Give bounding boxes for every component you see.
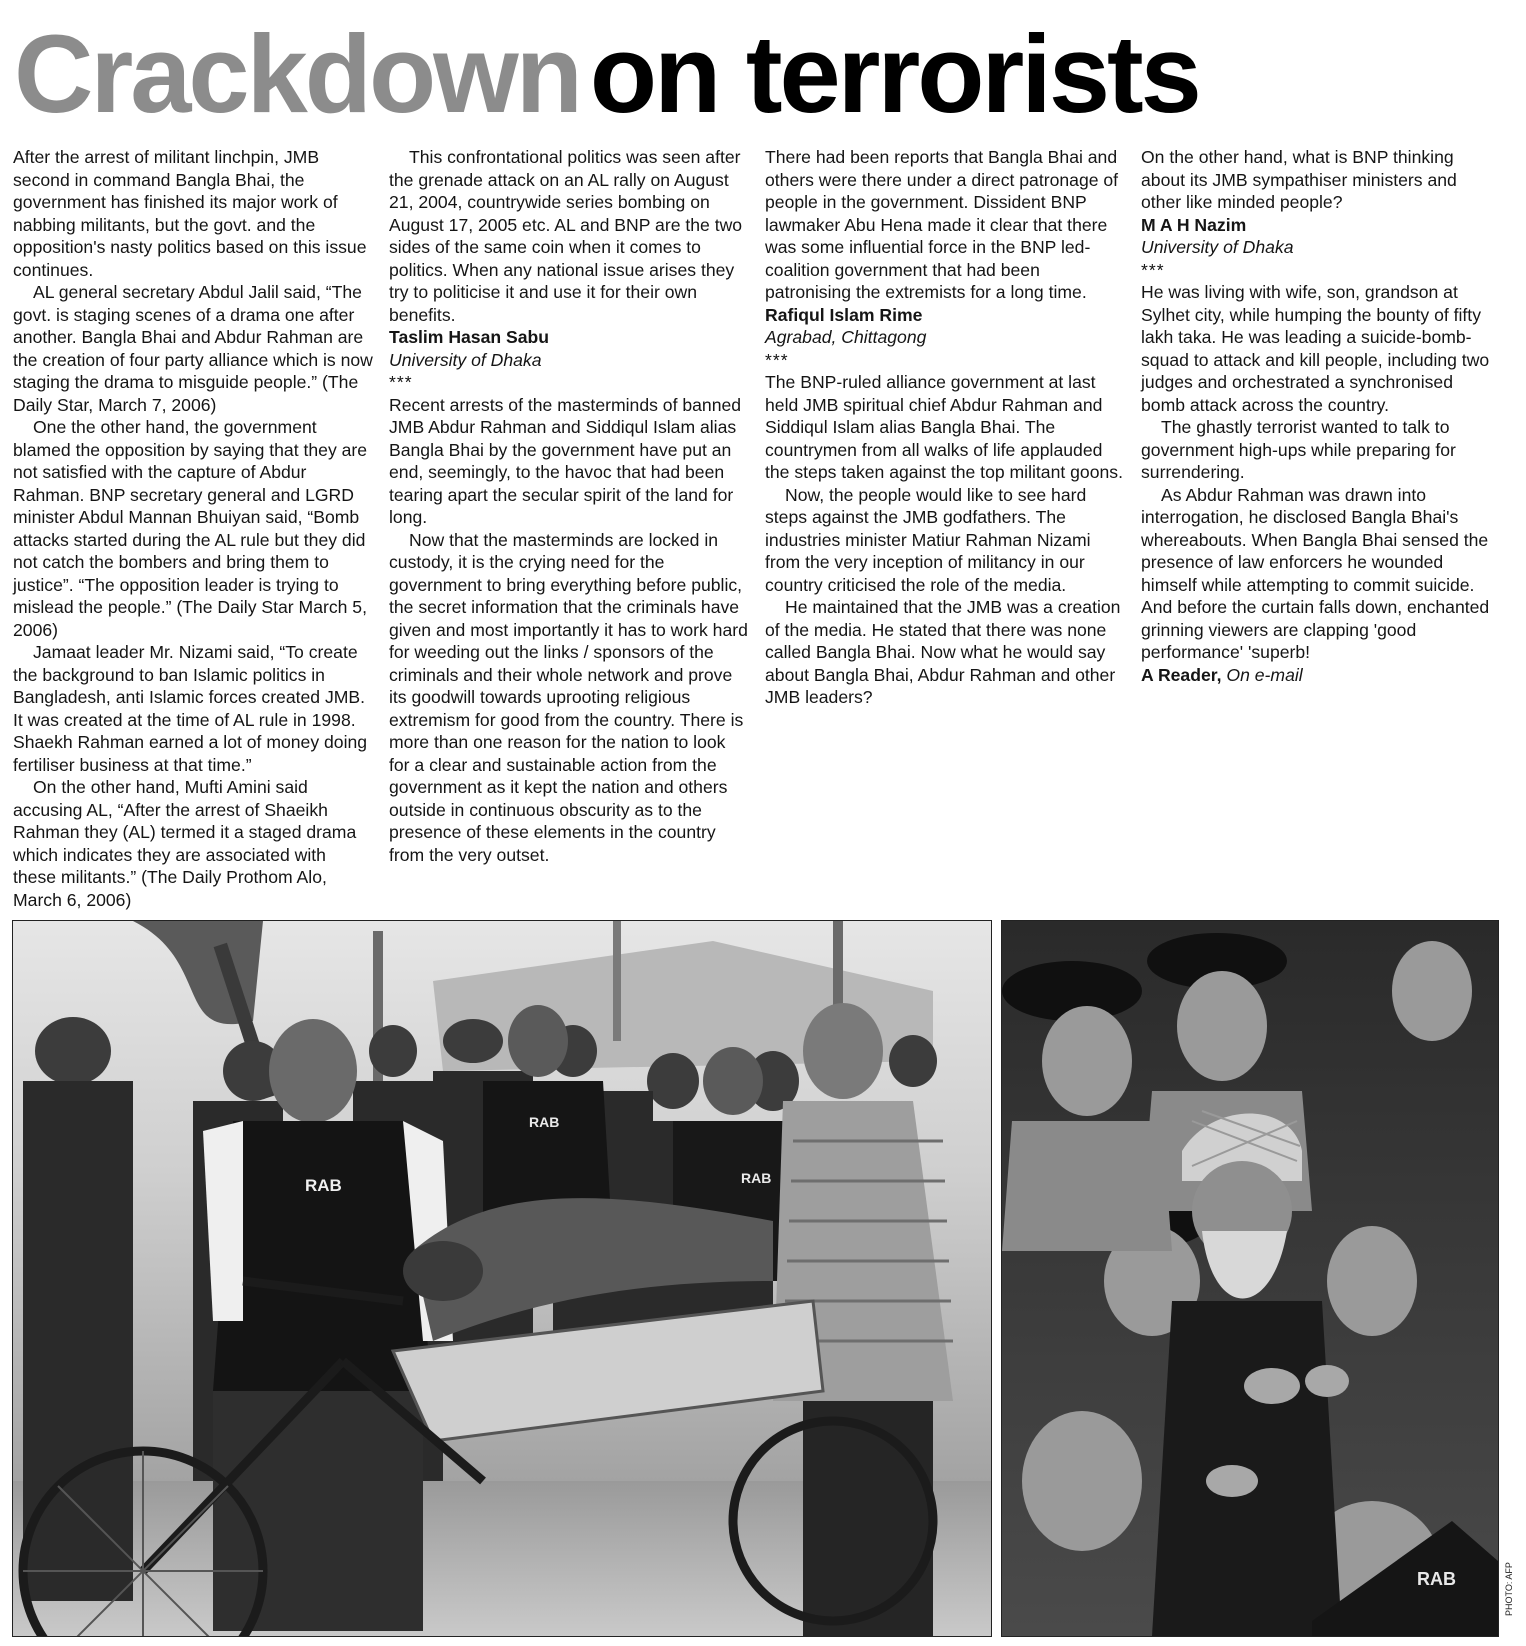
letter-1-affiliation: University of Dhaka — [389, 349, 542, 370]
letter-1-signature: Taslim Hasan Sabu — [389, 327, 550, 347]
letter-4-signature: A Reader, — [1141, 664, 1222, 685]
paragraph: One the other hand, the government blamed the opposition by saying that they are not satisfied with the capture of Abdur Rahman. BNP secretary general and LGRD minister Abdul Mannan Bhuiyan said, “Bomb attacks started during the AL rule but they did not catch the bombers and bring them to justice”. “The opposition leader is trying to mislead the people.” (The Daily Star March 5, 2006) — [13, 417, 368, 640]
paragraph: This confrontational politics was seen after the grenade attack on an AL rally on August 21, 2004, countrywide series bombing on August 17, 2005 etc. AL and BNP are the two sides of the same coin when it comes to politics. When any national issue arises they try to politicise it and use it for their own benefits. — [389, 147, 743, 325]
paragraph: And before the curtain falls down, enchanted grinning viewers are clapping 'good performance' 'superb! — [1141, 597, 1490, 662]
paragraph: Jamaat leader Mr. Nizami said, “To create the background to ban Islamic politics in Bangladesh, anti Islamic forces created JMB. It was created at the time of AL rule in 1998. Shaekh Rahman earned a lot of money doing fertiliser business at that time.” — [13, 642, 368, 775]
photo-credit: PHOTO: AFP — [1504, 1562, 1514, 1616]
paragraph: He maintained that the JMB was a creation of the media. He stated that there was none called Bangla Bhai. Now what he would say about Bangla Bhai, Abdur Rahman and other JMB leaders? — [765, 597, 1121, 707]
paragraph: The BNP-ruled alliance government at last held JMB spiritual chief Abdur Rahman and Siddiqul Islam alias Bangla Bhai. The countrymen from all walks of life applauded the steps taken against the top militant goons. — [765, 372, 1123, 482]
column-1 — [13, 146, 373, 911]
photo-arrest-scene — [1001, 920, 1499, 1637]
headline-part-1: Crackdown — [14, 13, 580, 136]
paragraph: Now, the people would like to see hard steps against the JMB godfathers. The industries minister Matiur Rahman Nizami from the very inception of militancy in our country criticised the role of the media. — [765, 484, 1091, 595]
paragraph: As Abdur Rahman was drawn into interrogation, he disclosed Bangla Bhai's whereabouts. When Bangla Bhai sensed the presence of law enforcers he wounded himself while attempting to commit suicide. — [1141, 484, 1489, 595]
column-4 — [1141, 146, 1501, 686]
paragraph: After the arrest of militant linchpin, JMB second in command Bangla Bhai, the government has finished its major work of nabbing militants, but the govt. and the opposition's nasty politics based on this issue continues. — [13, 147, 367, 280]
column-2 — [389, 146, 749, 866]
photo-arrest-illustration — [1002, 921, 1498, 1636]
paragraph: AL general secretary Abdul Jalil said, “The govt. is staging scenes of a drama one after another. Bangla Bhai and Abdur Rahman are the creation of four party alliance which is now staging the drama to misguide people.” (The Daily Star, March 7, 2006) — [13, 282, 373, 415]
letter-2-affiliation: Agrabad, Chittagong — [765, 327, 927, 347]
separator: *** — [389, 372, 413, 392]
paragraph: Now that the masterminds are locked in custody, it is the crying need for the government to bring everything before public, the secret information that the criminals have given and most importantly it has to work hard for weeding out the links / sponsors of the criminals and their whole network and prove its goodwill towards uprooting religious extremism for good from the country. There is more than one reason for the nation to look for a clear and sustainable action from the government as it kept the nation and others outside in continuous obscurity as to the presence of these elements in the country from the very outset. — [389, 529, 748, 865]
paragraph: Recent arrests of the masterminds of banned JMB Abdur Rahman and Siddiqul Islam alias Bangla Bhai by the government have put an end, seemingly, to the havoc that had been tearing apart the secular spirit of the land for long. — [389, 394, 742, 527]
paragraph: He was living with wife, son, grandson at Sylhet city, while humping the bounty of fifty lakh taka. He was leading a suicide-bomb- squad to attack and kill people, including two judges and orchestrated a synchronised bomb attack across the country. — [1141, 282, 1490, 415]
separator: *** — [1141, 259, 1165, 280]
headline — [14, 0, 1199, 150]
separator: *** — [765, 349, 789, 370]
vest-label: RAB — [529, 1114, 560, 1130]
vest-label: RAB — [1417, 1569, 1456, 1589]
column-3 — [765, 146, 1125, 709]
paragraph: On the other hand, Mufti Amini said accusing AL, “After the arrest of Shaeikh Rahman they (AL) termed it a staged drama which indicates they are associated with these militants.” (The Daily Prothom Alo, March 6, 2006) — [13, 777, 357, 910]
letter-3-signature: M A H Nazim — [1141, 214, 1247, 235]
vest-label: RAB — [305, 1176, 342, 1195]
paragraph: There had been reports that Bangla Bhai and others were there under a direct patronage of people in the government. Dissident BNP lawmaker Abu Hena made it clear that there was some influential force in the BNP led-coalition government that had been patronising the extremists for a long time. — [765, 147, 1119, 302]
letter-3-affiliation: University of Dhaka — [1141, 237, 1294, 257]
vest-label: RAB — [741, 1170, 772, 1186]
photo-rickshaw-illustration — [13, 921, 991, 1636]
letter-4-affiliation: On e-mail — [1226, 664, 1303, 685]
headline-part-2: on terrorists — [589, 13, 1199, 136]
paragraph: On the other hand, what is BNP thinking about its JMB sympathiser ministers and other like minded people? — [1141, 147, 1457, 212]
paragraph: The ghastly terrorist wanted to talk to government high-ups while preparing for surrendering. — [1141, 417, 1456, 482]
letter-2-signature: Rafiqul Islam Rime — [765, 304, 923, 325]
photo-rickshaw-van — [12, 920, 992, 1637]
